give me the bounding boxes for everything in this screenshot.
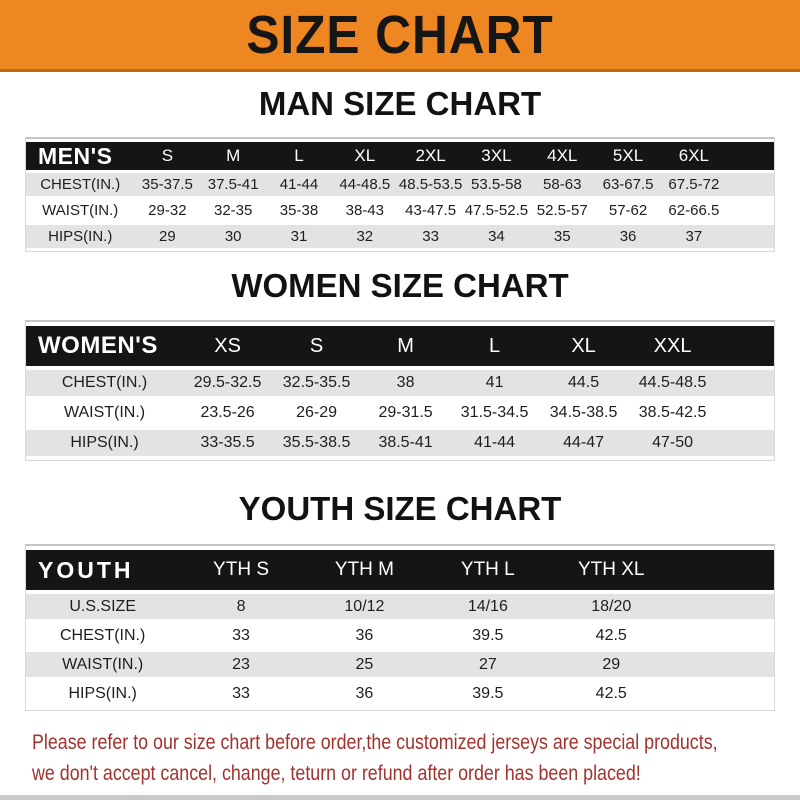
size-column-header: L [450,326,539,366]
size-column-header: 3XL [464,142,530,170]
size-cell: 37.5-41 [200,173,266,196]
table-row [26,370,774,396]
size-cell: 35 [529,225,595,248]
size-column-header: XXL [628,326,717,366]
table-row [26,652,774,677]
row-label: WAIST(IN.) [26,400,183,426]
table-group-label: MEN'S [26,142,134,170]
table-header-row [26,142,774,170]
size-cell: 47-50 [628,430,717,456]
size-cell: 30 [200,225,266,248]
size-cell: 35.5-38.5 [272,430,361,456]
table-row [26,623,774,648]
size-cell: 34.5-38.5 [539,400,628,426]
notice-line-1: Please refer to our size chart before order,the customized jerseys are special products, [32,731,718,754]
size-cell: 41-44 [266,173,332,196]
size-column-header: 4XL [529,142,595,170]
section-heading: YOUTH SIZE CHART [238,490,562,527]
size-cell: 39.5 [426,681,549,706]
size-cell: 44.5-48.5 [628,370,717,396]
size-cell: 53.5-58 [464,173,530,196]
size-cell: 29 [550,652,673,677]
size-column-header: S [272,326,361,366]
size-cell: 29.5-32.5 [183,370,272,396]
row-spacer-cell [673,652,774,677]
table-row [26,681,774,706]
table-row [26,594,774,619]
size-column-header: L [266,142,332,170]
size-cell: 8 [179,594,302,619]
size-cell: 38 [361,370,450,396]
youth-size-table-grid [26,546,774,710]
size-cell: 23 [179,652,302,677]
size-cell: 38.5-41 [361,430,450,456]
size-cell: 29 [134,225,200,248]
size-cell: 36 [595,225,661,248]
size-cell: 44-47 [539,430,628,456]
table-row [26,199,774,222]
table-row [26,173,774,196]
size-cell: 29-31.5 [361,400,450,426]
size-column-header: M [200,142,266,170]
size-column-header: XS [183,326,272,366]
row-spacer-cell [727,199,774,222]
size-cell: 23.5-26 [183,400,272,426]
row-spacer-cell [727,173,774,196]
section-heading: MAN SIZE CHART [258,85,542,122]
size-column-header: YTH L [426,550,549,590]
size-cell: 27 [426,652,549,677]
size-cell: 31 [266,225,332,248]
size-column-header: 2XL [398,142,464,170]
size-cell: 32 [332,225,398,248]
size-cell: 36 [303,681,426,706]
footer-notice [0,727,800,789]
size-cell: 37 [661,225,727,248]
size-cell: 25 [303,652,426,677]
size-cell: 38-43 [332,199,398,222]
size-cell: 35-38 [266,199,332,222]
womens-size-table [25,320,775,461]
row-spacer-cell [717,400,774,426]
row-spacer-cell [673,681,774,706]
size-chart-sections [0,86,800,711]
table-group-label: WOMEN'S [26,326,183,366]
size-cell: 67.5-72 [661,173,727,196]
row-spacer-cell [717,370,774,396]
notice-line-2: we don't accept cancel, change, teturn or refund after order has been placed! [32,762,641,785]
section-heading: WOMEN SIZE CHART [231,267,569,304]
size-column-header: S [134,142,200,170]
size-cell: 18/20 [550,594,673,619]
banner-title: SIZE CHART [246,4,554,65]
size-cell: 39.5 [426,623,549,648]
size-cell: 29-32 [134,199,200,222]
men-size-chart-section [0,86,800,252]
header-spacer-cell [727,142,774,170]
row-label: CHEST(IN.) [26,173,134,196]
size-cell: 38.5-42.5 [628,400,717,426]
size-cell: 14/16 [426,594,549,619]
size-cell: 34 [464,225,530,248]
size-cell: 52.5-57 [529,199,595,222]
row-spacer-cell [727,225,774,248]
size-column-header: XL [539,326,628,366]
size-column-header: YTH M [303,550,426,590]
size-cell: 41-44 [450,430,539,456]
row-label: U.S.SIZE [26,594,179,619]
size-cell: 31.5-34.5 [450,400,539,426]
row-spacer-cell [673,594,774,619]
mens-size-table [25,137,775,252]
size-cell: 43-47.5 [398,199,464,222]
size-cell: 47.5-52.5 [464,199,530,222]
size-cell: 35-37.5 [134,173,200,196]
size-cell: 26-29 [272,400,361,426]
row-spacer-cell [717,430,774,456]
table-header-row [26,550,774,590]
size-cell: 10/12 [303,594,426,619]
size-cell: 62-66.5 [661,199,727,222]
size-cell: 58-63 [529,173,595,196]
size-cell: 44.5 [539,370,628,396]
table-header-row [26,326,774,366]
row-spacer-cell [673,623,774,648]
row-label: WAIST(IN.) [26,652,179,677]
size-column-header: YTH S [179,550,302,590]
row-label: HIPS(IN.) [26,430,183,456]
womens-size-table-grid [26,322,774,460]
row-label: HIPS(IN.) [26,225,134,248]
women-size-chart-section [0,268,800,461]
size-cell: 33 [179,623,302,648]
size-column-header: M [361,326,450,366]
youth-size-table [25,544,775,711]
mens-size-table-grid [26,139,774,251]
size-cell: 42.5 [550,623,673,648]
size-column-header: 6XL [661,142,727,170]
size-cell: 33-35.5 [183,430,272,456]
size-cell: 32.5-35.5 [272,370,361,396]
table-row [26,400,774,426]
size-column-header: YTH XL [550,550,673,590]
header-spacer-cell [673,550,774,590]
size-cell: 42.5 [550,681,673,706]
size-cell: 44-48.5 [332,173,398,196]
size-cell: 41 [450,370,539,396]
table-row [26,430,774,456]
row-label: WAIST(IN.) [26,199,134,222]
row-label: HIPS(IN.) [26,681,179,706]
header-spacer-cell [717,326,774,366]
size-cell: 33 [398,225,464,248]
table-row [26,225,774,248]
size-cell: 48.5-53.5 [398,173,464,196]
size-cell: 33 [179,681,302,706]
size-column-header: XL [332,142,398,170]
table-group-label: YOUTH [26,550,179,590]
row-label: CHEST(IN.) [26,623,179,648]
size-column-header: 5XL [595,142,661,170]
row-label: CHEST(IN.) [26,370,183,396]
size-cell: 63-67.5 [595,173,661,196]
banner [0,0,800,72]
bottom-edge-strip [0,795,800,800]
size-cell: 57-62 [595,199,661,222]
size-cell: 32-35 [200,199,266,222]
youth-size-chart-section [0,491,800,711]
size-cell: 36 [303,623,426,648]
